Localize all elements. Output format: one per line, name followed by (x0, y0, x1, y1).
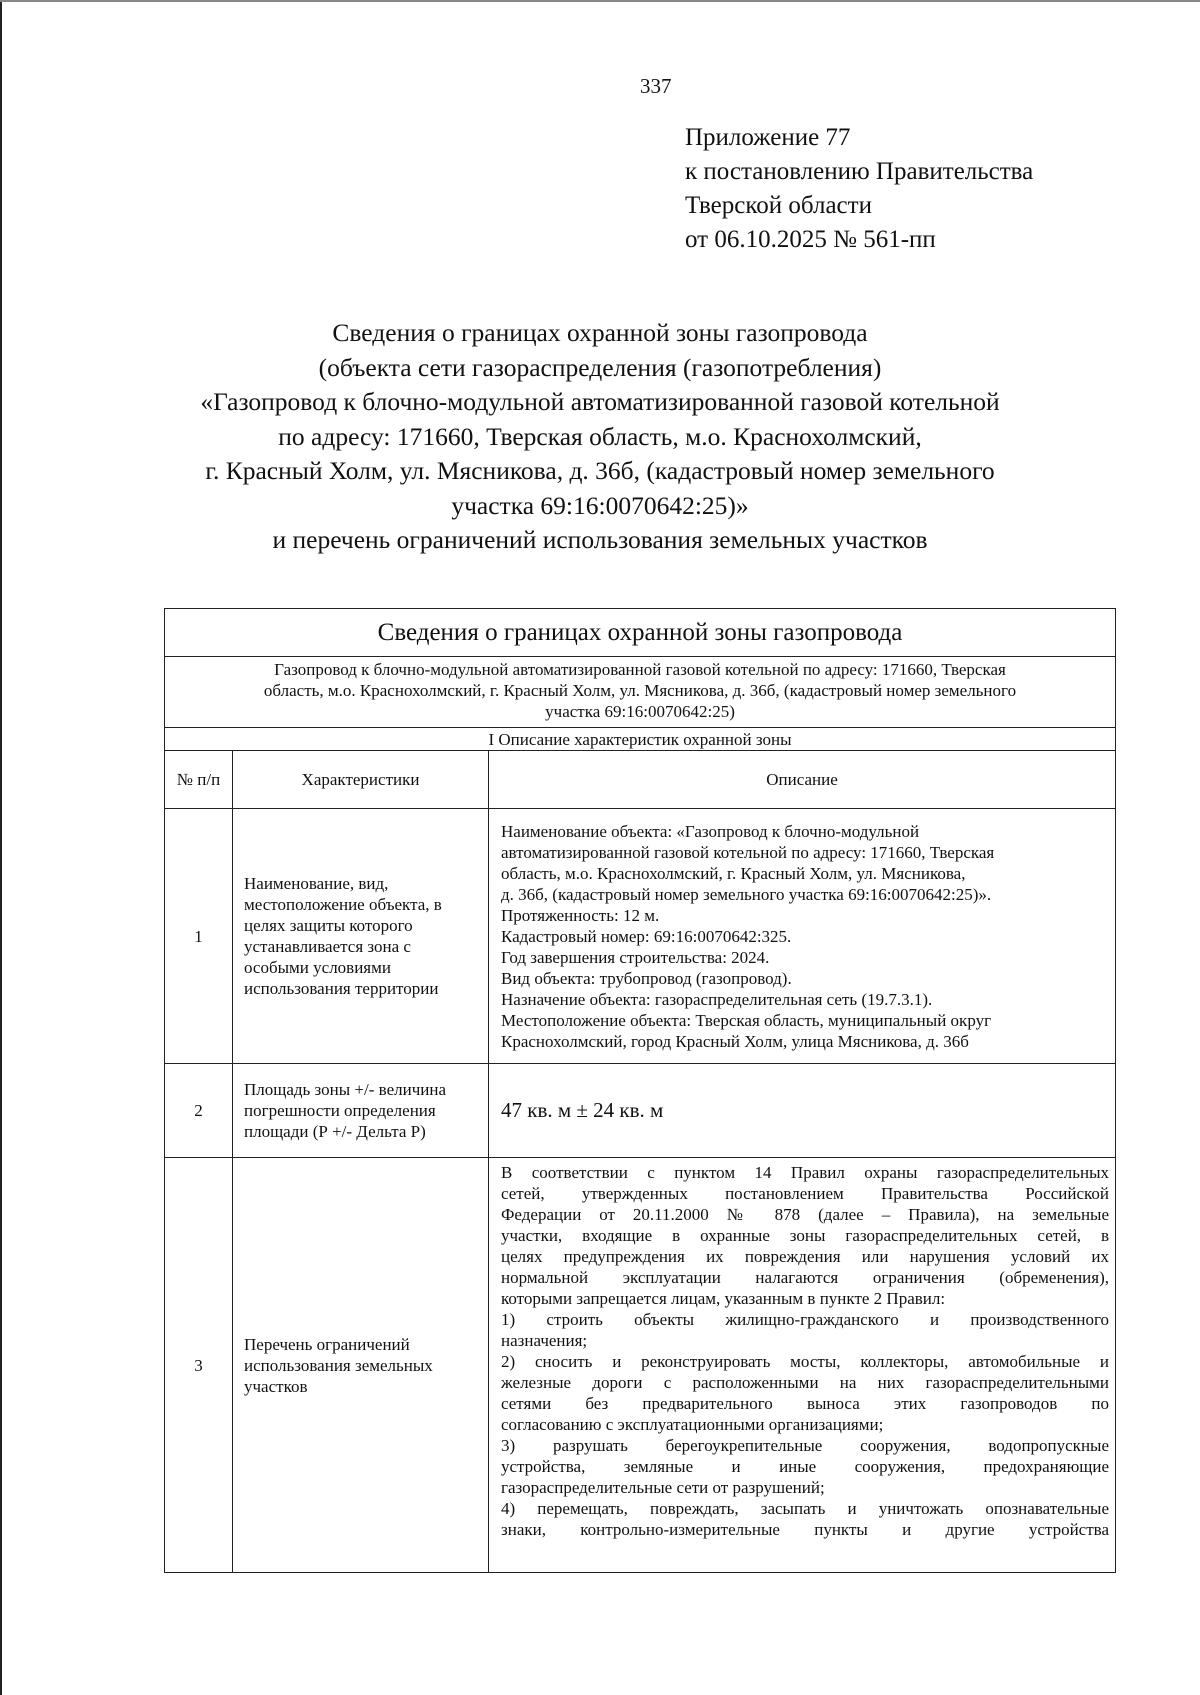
appendix-line: Приложение 77 (685, 124, 851, 151)
description-line: участки, входящие в охранные зоны газораспределительных сетей, в (501, 1226, 1110, 1245)
description-line: устройства, земляные и иные сооружения, предохраняющие (501, 1457, 1110, 1476)
object-line: Газопровод к блочно-модульной автоматизированной газовой котельной по адресу: 171660, Тверская (274, 660, 1006, 679)
document-title (150, 316, 1050, 558)
description-line: Назначение объекта: газораспределительная сеть (19.7.3.1). (501, 989, 933, 1009)
row-description (489, 809, 1116, 1064)
title-line: по адресу: 171660, Тверская область, м.о. Краснохолмский, (278, 421, 922, 451)
section-heading: I Описание характеристик охранной зоны (165, 728, 1116, 751)
description-line: знаки, контрольно-измерительные пункты и другие устройства (501, 1520, 1110, 1539)
table-header-title: Сведения о границах охранной зоны газопровода (165, 609, 1116, 657)
object-name-cell (165, 657, 1116, 728)
description-line: железные дороги с расположенными на них газораспределительными (501, 1373, 1110, 1392)
description-line: сетями без предварительного выноса этих газопроводов по (501, 1394, 1110, 1413)
table-row (165, 809, 1116, 1064)
description-line: согласованию с эксплуатационными организациями; (501, 1415, 884, 1434)
table-row (165, 1158, 1116, 1573)
description-line: Протяженность: 12 м. (501, 905, 660, 925)
description-line: нормальной эксплуатации налагаются ограничения (обременения), (501, 1268, 1110, 1287)
description-line: Наименование объекта: «Газопровод к блочно-модульной (501, 821, 920, 841)
title-line: Сведения о границах охранной зоны газопровода (332, 318, 868, 347)
title-line: (объекта сети газораспределения (газопотребления) (318, 352, 882, 382)
row-characteristic: Площадь зоны +/- величина погрешности определения площади (Р +/- Дельта Р) (233, 1064, 489, 1158)
description-line: 3) разрушать берегоукрепительные сооружения, водопропускные (501, 1436, 1110, 1455)
description-line: Федерации от 20.11.2000 № 878 (далее – Правила), на земельные (501, 1205, 1110, 1224)
table-row (165, 1064, 1116, 1158)
scan-left-edge (0, 0, 2, 1695)
description-line: 1) строить объекты жилищно-гражданского и производственного (501, 1310, 1110, 1329)
description-line: назначения; (501, 1331, 588, 1350)
description-line: Вид объекта: трубопровод (газопровод). (501, 968, 792, 988)
description-line: В соответствии с пунктом 14 Правил охраны газораспределительных (501, 1163, 1110, 1182)
description-line: Кадастровый номер: 69:16:0070642:325. (501, 926, 792, 946)
scan-top-edge (0, 0, 1200, 2)
appendix-line: Тверской области (685, 192, 872, 219)
description-line: область, м.о. Краснохолмский, г. Красный Холм, ул. Мясникова, (501, 863, 966, 883)
column-header-characteristics: Характеристики (233, 751, 489, 809)
title-line: и перечень ограничений использования земельных участков (272, 525, 928, 554)
description-line: которыми запрещается лицам, указанным в пункте 2 Правил: (501, 1289, 946, 1308)
row-description (489, 1158, 1116, 1573)
appendix-line: к постановлению Правительства (685, 158, 1034, 185)
description-line: д. 36б, (кадастровый номер земельного участка 69:16:0070642:25)». (501, 884, 992, 904)
description-line: сетей, утвержденных постановлением Правительства Российской (501, 1184, 1110, 1203)
title-line: «Газопровод к блочно-модульной автоматизированной газовой котельной (200, 387, 1000, 416)
description-line: автоматизированной газовой котельной по адресу: 171660, Тверская (501, 842, 995, 862)
appendix-line: от 06.10.2025 № 561-пп (685, 226, 936, 253)
description-line: Краснохолмский, город Красный Холм, улица Мясникова, д. 36б (501, 1031, 969, 1051)
row-description: 47 кв. м ± 24 кв. м (489, 1064, 1116, 1158)
object-line: область, м.о. Краснохолмский, г. Красный Холм, ул. Мясникова, д. 36б, (кадастровый номер земельного (263, 681, 1017, 700)
column-header-number: № п/п (165, 751, 233, 809)
column-header-description: Описание (489, 751, 1116, 809)
row-characteristic: Наименование, вид, местоположение объекта, в целях защиты которого устанавливается зона с особыми условиями использования территории (233, 809, 489, 1064)
title-line: г. Красный Холм, ул. Мясникова, д. 36б, (кадастровый номер земельного (205, 456, 995, 485)
row-number: 3 (165, 1158, 233, 1573)
description-line: Год завершения строительства: 2024. (501, 947, 770, 967)
description-line: газораспределительные сети от разрушений; (501, 1478, 825, 1497)
row-characteristic: Перечень ограничений использования земельных участков (233, 1158, 489, 1573)
row-number: 2 (165, 1064, 233, 1158)
description-line: Местоположение объекта: Тверская область, муниципальный округ (501, 1010, 992, 1030)
object-line: участка 69:16:0070642:25) (545, 702, 735, 721)
protection-zone-table (164, 608, 1116, 1573)
description-line: 2) сносить и реконструировать мосты, коллекторы, автомобильные и (501, 1352, 1110, 1371)
description-line: 4) перемещать, повреждать, засыпать и уничтожать опознавательные (501, 1499, 1110, 1518)
appendix-block (685, 121, 1033, 257)
row-number: 1 (165, 809, 233, 1064)
page-number: 337 (640, 74, 672, 98)
title-line: участка 69:16:0070642:25)» (451, 490, 749, 520)
description-line: целях предупреждения их повреждения или нарушения условий их (501, 1247, 1110, 1266)
